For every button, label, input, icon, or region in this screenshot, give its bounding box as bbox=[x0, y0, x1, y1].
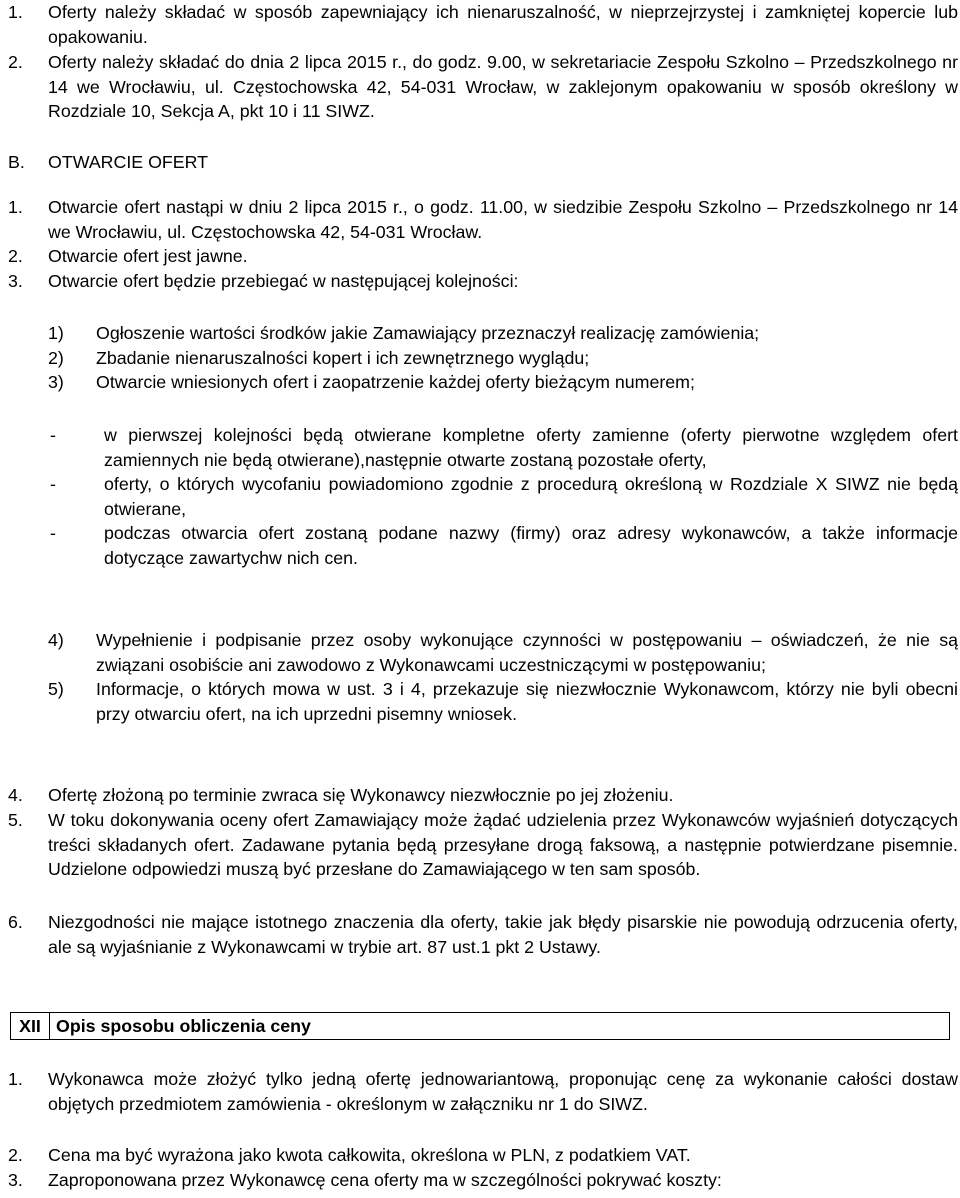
item-text: W toku dokonywania oceny ofert Zamawiający może żądać udzielenia przez Wykonawców wyjaśnień dotyczących treści składanych ofert. Zadawane pytania będą przesyłane drogą faksową, a następnie potwierdzane pisemnie. Udzielone odpowiedzi muszą być przesłane do Zamawiającego w ten sam sposób. bbox=[48, 810, 958, 880]
item-text: Niezgodności nie mające istotnego znaczenia dla oferty, takie jak błędy pisarskie nie powodują odrzucenia oferty, ale są wyjaśnianie z Wykonawcami w trybie art. 87 ust.1 pkt 2 Ustawy. bbox=[48, 912, 958, 957]
list-item-xii-2 bbox=[0, 1143, 958, 1168]
item-number: 3. bbox=[8, 1170, 23, 1190]
item-number: 5. bbox=[8, 810, 23, 830]
step-number: 5) bbox=[48, 679, 64, 700]
dash-item bbox=[48, 472, 958, 521]
procedure-step bbox=[48, 677, 958, 726]
procedure-steps-4-5 bbox=[0, 628, 958, 726]
item-number: 1. bbox=[8, 197, 23, 217]
section-header-xii bbox=[10, 1012, 950, 1040]
step-number: 4) bbox=[48, 630, 64, 650]
procedure-step bbox=[48, 628, 958, 677]
list-item-b4 bbox=[0, 783, 958, 808]
procedure-step bbox=[48, 346, 958, 371]
item-text: Oferty należy składać w sposób zapewniający ich nienaruszalność, w nieprzejrzystej i zamkniętej kopercie lub opakowaniu. bbox=[48, 2, 958, 47]
section-title: OTWARCIE OFERT bbox=[48, 152, 209, 172]
item-text: Ofertę złożoną po terminie zwraca się Wykonawcy niezwłocznie po jej złożeniu. bbox=[48, 785, 674, 805]
item-text: Cena ma być wyrażona jako kwota całkowita, określona w PLN, z podatkiem VAT. bbox=[48, 1145, 691, 1165]
step-text: Ogłoszenie wartości środków jakie Zamawiający przeznaczył realizację zamówienia; bbox=[96, 323, 760, 343]
dash-item bbox=[48, 423, 958, 472]
section-heading-b bbox=[0, 150, 958, 175]
list-item-xii-1 bbox=[0, 1067, 958, 1116]
dash-mark: - bbox=[50, 425, 56, 445]
procedure-steps-1-3 bbox=[0, 321, 958, 395]
step-number: 1) bbox=[48, 323, 64, 343]
step-text: Zbadanie nienaruszalności kopert i ich zewnętrznego wyglądu; bbox=[96, 347, 590, 368]
list-item-xii-3 bbox=[0, 1168, 958, 1193]
dash-mark: - bbox=[50, 523, 56, 544]
item-text: Otwarcie ofert nastąpi w dniu 2 lipca 2015 r., o godz. 11.00, w siedzibie Zespołu Szkolno – Przedszkolnego nr 14 we Wrocławiu, ul. Częstochowska 42, 54-031 Wrocław. bbox=[48, 197, 958, 242]
item-text: Otwarcie ofert będzie przebiegać w następującej kolejności: bbox=[48, 271, 519, 291]
item-text: Zaproponowana przez Wykonawcę cena oferty ma w szczególności pokrywać koszty: bbox=[48, 1170, 722, 1190]
list-item-b5 bbox=[0, 808, 958, 882]
dash-text: podczas otwarcia ofert zostaną podane nazwy (firmy) oraz adresy wykonawców, a także informacje dotyczące zawartychw nich cen. bbox=[104, 523, 958, 568]
item-number: 2. bbox=[8, 52, 23, 72]
list-item-2 bbox=[0, 50, 958, 124]
step-text: Wypełnienie i podpisanie przez osoby wykonujące czynności w postępowaniu – oświadczeń, że nie są związani osobiście ani zawodowo z Wykonawcami uczestniczącymi w postępowaniu; bbox=[96, 630, 958, 675]
list-item-b3 bbox=[0, 269, 958, 294]
procedure-step bbox=[48, 321, 958, 346]
item-number: 4. bbox=[8, 785, 23, 805]
dash-text: w pierwszej kolejności będą otwierane kompletne oferty zamienne (oferty pierwotne względem ofert zamiennych nie będą otwierane),następnie otwarte zostaną pozostałe oferty, bbox=[104, 425, 958, 470]
dash-text: oferty, o których wycofaniu powiadomiono zgodnie z procedurą określoną w Rozdziale X SIWZ nie będą otwierane, bbox=[104, 474, 958, 519]
list-item-b1 bbox=[0, 195, 958, 244]
procedure-step bbox=[48, 370, 958, 395]
item-number: 1. bbox=[8, 1069, 23, 1089]
step-text: Otwarcie wniesionych ofert i zaopatrzenie każdej oferty bieżącym numerem; bbox=[96, 372, 695, 393]
item-text: Oferty należy składać do dnia 2 lipca 2015 r., do godz. 9.00, w sekretariacie Zespołu Szkolno – Przedszkolnego nr 14 we Wrocławiu, ul. Częstochowska 42, 54-031 Wrocław, w zaklejonym opakowaniu w sposób określony w Rozdziale 10, Sekcja A, pkt 10 i 11 SIWZ. bbox=[48, 52, 958, 122]
dash-list bbox=[0, 423, 958, 571]
item-text: Otwarcie ofert jest jawne. bbox=[48, 246, 248, 266]
item-text: Wykonawca może złożyć tylko jedną ofertę jednowariantową, proponując cenę za wykonanie całości dostaw objętych przedmiotem zamówienia - określonym w załączniku nr 1 do SIWZ. bbox=[48, 1069, 958, 1114]
step-number: 2) bbox=[48, 347, 64, 368]
step-text: Informacje, o których mowa w ust. 3 i 4, przekazuje się niezwłocznie Wykonawcom, którzy nie byli obecni przy otwarciu ofert, na ich uprzedni pisemny wniosek. bbox=[96, 679, 958, 724]
item-number: 1. bbox=[8, 2, 23, 22]
item-number: 6. bbox=[8, 912, 23, 932]
list-item-1 bbox=[0, 0, 958, 49]
item-number: 2. bbox=[8, 1145, 23, 1165]
section-letter: B. bbox=[8, 152, 25, 172]
section-title: Opis sposobu obliczenia ceny bbox=[56, 1015, 311, 1036]
dash-mark: - bbox=[50, 474, 56, 495]
item-number: 2. bbox=[8, 246, 23, 266]
list-item-b2 bbox=[0, 244, 958, 269]
dash-item bbox=[48, 521, 958, 570]
list-item-b6 bbox=[0, 910, 958, 959]
item-number: 3. bbox=[8, 271, 23, 291]
step-number: 3) bbox=[48, 372, 64, 393]
section-number: XII bbox=[11, 1013, 50, 1039]
